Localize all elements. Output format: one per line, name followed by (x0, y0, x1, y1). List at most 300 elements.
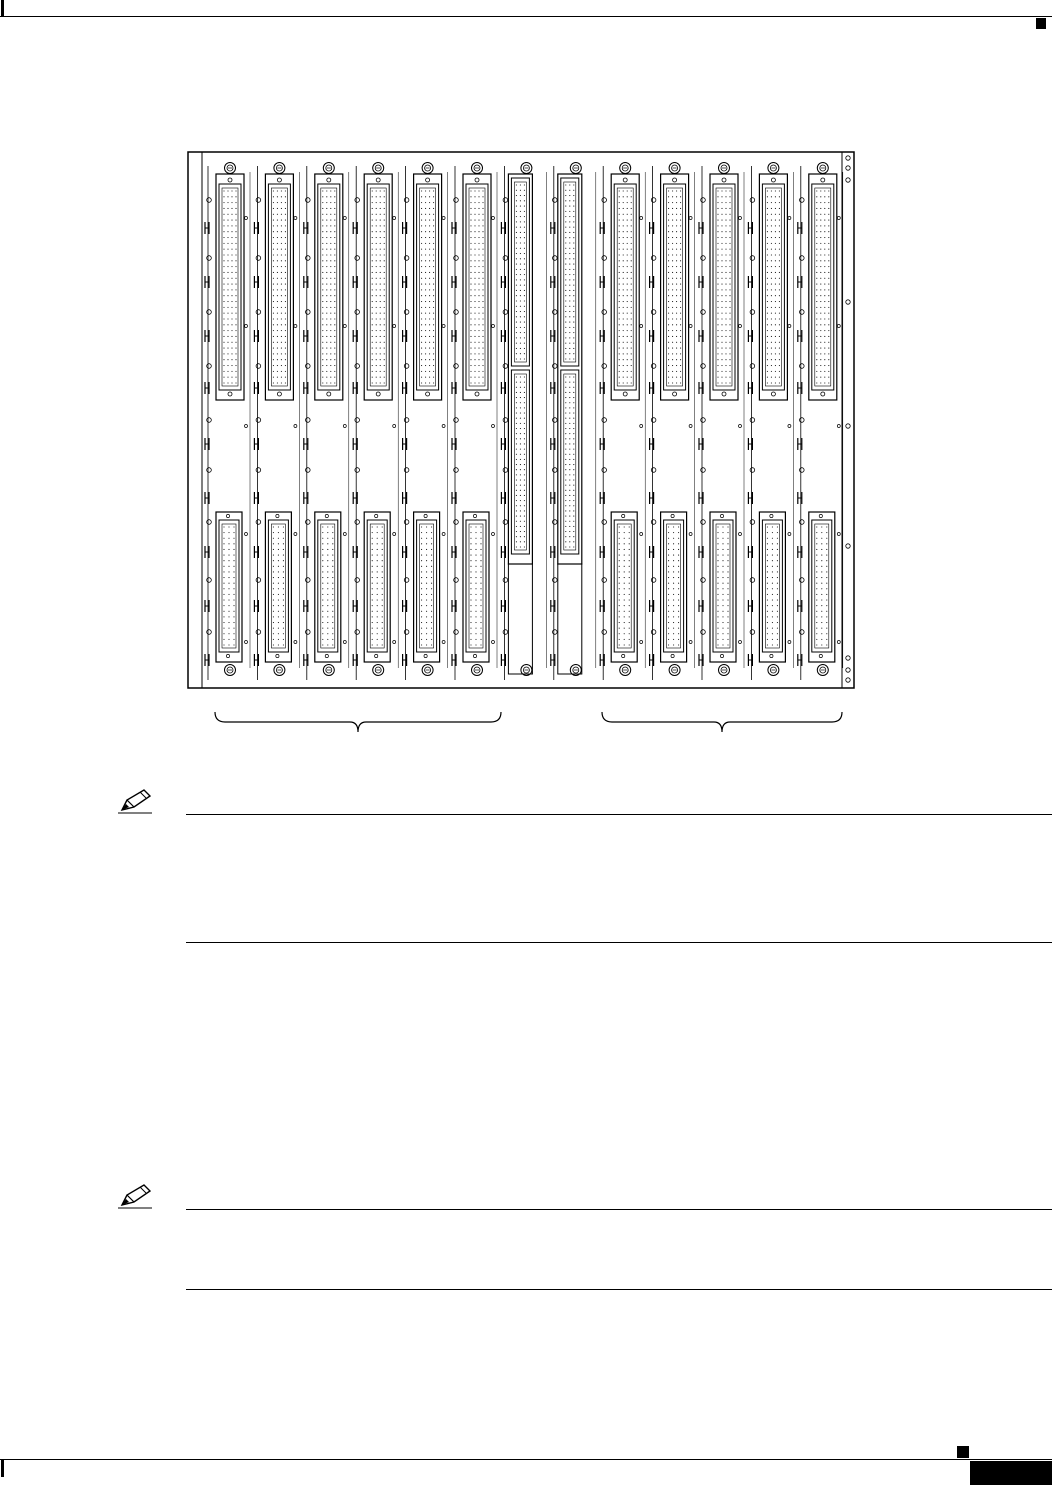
connector-pin (380, 196, 381, 197)
connector-pin (673, 605, 674, 606)
connector-pin (631, 371, 632, 372)
connector-pin (820, 382, 821, 383)
connector-pin (771, 190, 772, 191)
connector-pin (820, 249, 821, 250)
connector-pin (223, 266, 224, 267)
connector-pin (767, 348, 768, 349)
connector-pin (273, 543, 274, 544)
connector-pin (470, 214, 471, 215)
connector-pin (767, 190, 768, 191)
connector-pin (524, 322, 525, 323)
side-hole (640, 217, 643, 220)
connector-pin (382, 616, 383, 617)
connector-pin (474, 359, 475, 360)
connector-pin (676, 249, 677, 250)
connector-pin (722, 588, 723, 589)
connector-pin (573, 269, 574, 270)
connector-pin (273, 254, 274, 255)
connector-pin (376, 382, 377, 383)
connector-pin (322, 526, 323, 527)
connector-pin (573, 248, 574, 249)
connector-pin (322, 538, 323, 539)
edge-hole (454, 520, 459, 525)
connector-pin (721, 278, 722, 279)
connector-pin (725, 254, 726, 255)
connector-pin (273, 260, 274, 261)
connector-pin (629, 605, 630, 606)
connector-pin (285, 289, 286, 290)
edge-hole (750, 578, 755, 583)
connector-pin (227, 254, 228, 255)
connector-pin (672, 324, 673, 325)
connector-pin (421, 616, 422, 617)
connector-pin (629, 549, 630, 550)
footer-rule (0, 1459, 1052, 1460)
connector-pin (678, 616, 679, 617)
connector-pin (380, 359, 381, 360)
connector-pin (729, 243, 730, 244)
connector-pin (478, 220, 479, 221)
connector-pin (721, 348, 722, 349)
connector-pin (629, 532, 630, 533)
connector-pin (673, 555, 674, 556)
connector-pin (322, 266, 323, 267)
connector-pin (672, 249, 673, 250)
connector-pin (771, 307, 772, 308)
connector-pin (278, 622, 279, 623)
connector-pin (729, 278, 730, 279)
edge-hole (750, 520, 755, 525)
connector-pin (285, 313, 286, 314)
connector-pin (332, 599, 333, 600)
connector-pin (673, 577, 674, 578)
connector-pin (223, 577, 224, 578)
connector-pin (680, 249, 681, 250)
connector-pin (767, 225, 768, 226)
connector-pin (771, 243, 772, 244)
connector-pin (322, 348, 323, 349)
edge-hole (207, 364, 212, 369)
connector-pin (433, 359, 434, 360)
edge-hole (602, 578, 607, 583)
connector-pin (281, 254, 282, 255)
connector-pin (431, 611, 432, 612)
connector-pin (326, 278, 327, 279)
connector-pin (680, 289, 681, 290)
connector-pin (725, 202, 726, 203)
connector-pin (478, 324, 479, 325)
connector-pin (330, 237, 331, 238)
connector-pin (717, 560, 718, 561)
connector-pin (573, 200, 574, 201)
connector-pin (668, 622, 669, 623)
connector-pin (668, 208, 669, 209)
backplane-slot-10 (650, 163, 695, 681)
connector-pin (425, 254, 426, 255)
connector-pin (520, 258, 521, 259)
connector-pin (676, 196, 677, 197)
connector-pin (516, 490, 517, 491)
edge-hole (701, 418, 706, 423)
mounting-hole (846, 166, 850, 170)
connector-pin (672, 272, 673, 273)
backplane-slot-1 (205, 163, 250, 681)
connector-pin (425, 359, 426, 360)
connector-pin (231, 225, 232, 226)
connector-pin (380, 307, 381, 308)
connector-pin (520, 474, 521, 475)
connector-pin (231, 348, 232, 349)
connector-pin (824, 249, 825, 250)
connector-pin (820, 353, 821, 354)
header-rule (0, 16, 1052, 17)
connector-pin (281, 202, 282, 203)
connector-pin (722, 526, 723, 527)
connector-pin (327, 583, 328, 584)
connector-pin (330, 324, 331, 325)
connector-pin (223, 538, 224, 539)
connector-pin (277, 243, 278, 244)
connector-pin (470, 555, 471, 556)
connector-pin (619, 583, 620, 584)
connector-pin (281, 359, 282, 360)
connector-pin (767, 295, 768, 296)
connector-pin (676, 237, 677, 238)
connector-pin (482, 243, 483, 244)
connector-pin (668, 237, 669, 238)
connector-pin (767, 538, 768, 539)
connector-pin (429, 196, 430, 197)
connector-pin (680, 324, 681, 325)
connector-pin (322, 371, 323, 372)
connector-pin (377, 555, 378, 556)
connector-pin (334, 382, 335, 383)
connector-pin (721, 202, 722, 203)
connector-pin (623, 243, 624, 244)
connector-pin (717, 220, 718, 221)
connector-pin (431, 644, 432, 645)
connector-pin (277, 313, 278, 314)
connector-pin (573, 469, 574, 470)
connector-pin (480, 611, 481, 612)
edge-hole (602, 520, 607, 525)
connector-pin (672, 260, 673, 261)
page-number-tab (970, 1461, 1052, 1485)
connector-pin (772, 605, 773, 606)
connector-pin (779, 266, 780, 267)
connector-pin (629, 526, 630, 527)
connector-pin (377, 532, 378, 533)
connector-pin (421, 353, 422, 354)
connector-pin (721, 342, 722, 343)
connector-pin (425, 353, 426, 354)
connector-pin (470, 272, 471, 273)
connector-pin (223, 543, 224, 544)
connector-pin (277, 266, 278, 267)
connector-pin (227, 365, 228, 366)
edge-hole (454, 468, 459, 473)
connector-pin (334, 313, 335, 314)
connector-pin (330, 272, 331, 273)
connector-pin (277, 254, 278, 255)
connector-pin (631, 208, 632, 209)
connector-pin (326, 202, 327, 203)
connector-pin (565, 248, 566, 249)
connector-pin (372, 571, 373, 572)
connector-pin (421, 382, 422, 383)
connector-pin (524, 500, 525, 501)
connector-pin (482, 371, 483, 372)
connector-pin (334, 365, 335, 366)
connector-pin (573, 449, 574, 450)
connector-pin (771, 260, 772, 261)
connector-pin (771, 330, 772, 331)
connector-pin (223, 295, 224, 296)
side-hole (689, 425, 692, 428)
connector-pin (565, 358, 566, 359)
connector-pin (223, 555, 224, 556)
connector-pin (377, 611, 378, 612)
connector-pin (722, 611, 723, 612)
connector-pin (516, 264, 517, 265)
connector-pin (821, 611, 822, 612)
connector-pin (668, 560, 669, 561)
connector-pin (816, 289, 817, 290)
connector-pin (322, 202, 323, 203)
connector-pin (426, 543, 427, 544)
connector-pin (429, 365, 430, 366)
connector-pin (779, 254, 780, 255)
connector-pin (382, 594, 383, 595)
edge-hole (651, 578, 656, 583)
connector-pin (520, 443, 521, 444)
connector-pin (717, 266, 718, 267)
connector-pin (480, 616, 481, 617)
connector-pin (516, 348, 517, 349)
connector-pin (725, 214, 726, 215)
connector-pin (482, 301, 483, 302)
connector-pin (231, 202, 232, 203)
connector-pin (332, 543, 333, 544)
connector-pin (717, 566, 718, 567)
connector-pin (569, 521, 570, 522)
connector-pin (277, 214, 278, 215)
connector-pin (717, 639, 718, 640)
connector-pin (619, 225, 620, 226)
connector-pin (826, 611, 827, 612)
connector-pin (470, 377, 471, 378)
connector-pin (516, 311, 517, 312)
edge-hole (651, 364, 656, 369)
connector-pin (470, 348, 471, 349)
connector-pin (619, 377, 620, 378)
connector-pin (426, 538, 427, 539)
connector-pin (573, 348, 574, 349)
connector-shell (219, 184, 241, 390)
connector-pin (376, 289, 377, 290)
connector-pin (433, 266, 434, 267)
connector-pin (273, 359, 274, 360)
connector-pin (725, 220, 726, 221)
connector-pin (277, 260, 278, 261)
connector-pin (668, 348, 669, 349)
connector-pin (722, 633, 723, 634)
connector-pin (273, 190, 274, 191)
connector-pin (322, 225, 323, 226)
connector-pin (228, 605, 229, 606)
connector-pin (672, 336, 673, 337)
connector-pin (425, 377, 426, 378)
connector-pin (631, 196, 632, 197)
edge-hole (207, 468, 212, 473)
connector-pin (668, 301, 669, 302)
connector-pin (623, 295, 624, 296)
connector-pin (771, 214, 772, 215)
connector-pin (629, 644, 630, 645)
connector-pin (816, 353, 817, 354)
connector-pin (573, 407, 574, 408)
connector-pin (223, 382, 224, 383)
connector-pin (816, 254, 817, 255)
connector-pin (235, 371, 236, 372)
connector-pin (384, 353, 385, 354)
connector-pin (772, 628, 773, 629)
connector-pin (332, 644, 333, 645)
connector-pin (372, 318, 373, 319)
connector-pin (619, 577, 620, 578)
connector-pin (223, 359, 224, 360)
connector-pin (569, 428, 570, 429)
connector-pin (627, 196, 628, 197)
connector-pin (524, 274, 525, 275)
connector-pin (680, 371, 681, 372)
mounting-hole (846, 156, 850, 160)
connector-pin (816, 266, 817, 267)
connector-pin (376, 202, 377, 203)
connector-pin (672, 318, 673, 319)
connector-pin (322, 307, 323, 308)
connector-pin (475, 560, 476, 561)
connector-pin (278, 588, 279, 589)
connector-pin (727, 594, 728, 595)
side-hole (294, 425, 297, 428)
connector-pin (376, 284, 377, 285)
connector-pin (516, 316, 517, 317)
connector-pin (565, 353, 566, 354)
edge-hole (750, 198, 755, 203)
connector-pin (565, 216, 566, 217)
connector-pin (668, 583, 669, 584)
connector-pin (826, 628, 827, 629)
connector-pin (431, 599, 432, 600)
connector-pin (382, 599, 383, 600)
connector-pin (478, 278, 479, 279)
side-hole (245, 533, 248, 536)
connector-pin (772, 639, 773, 640)
connector-pin (277, 307, 278, 308)
connector-pin (524, 279, 525, 280)
connector-pin (680, 254, 681, 255)
connector-pin (433, 353, 434, 354)
connector-pin (516, 327, 517, 328)
connector-pin (721, 318, 722, 319)
connector-pin (767, 583, 768, 584)
connector-pin (470, 526, 471, 527)
connector-pin (816, 301, 817, 302)
connector-pin (327, 538, 328, 539)
connector-pin (433, 237, 434, 238)
connector-pin (421, 231, 422, 232)
connector-pin (668, 243, 669, 244)
connector-pin (285, 318, 286, 319)
connector-pin (380, 348, 381, 349)
connector-pin (676, 295, 677, 296)
connector-pin (676, 202, 677, 203)
connector-pin (524, 195, 525, 196)
connector-pin (729, 237, 730, 238)
connector-pin (816, 295, 817, 296)
connector-pin (820, 318, 821, 319)
connector-pin (631, 243, 632, 244)
connector-pin (627, 272, 628, 273)
connector-pin (475, 588, 476, 589)
edge-hole (404, 578, 409, 583)
side-hole (245, 217, 248, 220)
connector-pin (330, 336, 331, 337)
connector-pin (227, 266, 228, 267)
connector-pin (421, 622, 422, 623)
connector-pin (828, 214, 829, 215)
connector-pin (775, 220, 776, 221)
connector-pin (470, 342, 471, 343)
connector-pin (767, 560, 768, 561)
connector-pin (629, 538, 630, 539)
connector-pin (278, 577, 279, 578)
connector-pin (478, 225, 479, 226)
connector-pin (777, 560, 778, 561)
connector-pin (673, 538, 674, 539)
connector-pin (520, 248, 521, 249)
connector-pin (673, 616, 674, 617)
connector-pin (235, 336, 236, 337)
connector-pin (565, 242, 566, 243)
connector-pin (772, 555, 773, 556)
connector-pin (478, 307, 479, 308)
connector-pin (721, 330, 722, 331)
connector-pin (565, 376, 566, 377)
connector-pin (816, 365, 817, 366)
connector-pin (322, 633, 323, 634)
connector-pin (619, 272, 620, 273)
connector-pin (627, 254, 628, 255)
connector-pin (421, 243, 422, 244)
connector-pin (235, 353, 236, 354)
connector-pin (376, 330, 377, 331)
connector-pin (278, 605, 279, 606)
connector-pin (327, 571, 328, 572)
connector-pin (623, 237, 624, 238)
edge-hole (256, 520, 261, 525)
connector-pin (672, 220, 673, 221)
edge-hole (800, 256, 805, 261)
connector-pin (779, 214, 780, 215)
connector-pin (433, 318, 434, 319)
connector-pin (828, 284, 829, 285)
connector-pin (228, 555, 229, 556)
connector-pin (433, 365, 434, 366)
connector-pin (384, 225, 385, 226)
connector-pin (717, 284, 718, 285)
